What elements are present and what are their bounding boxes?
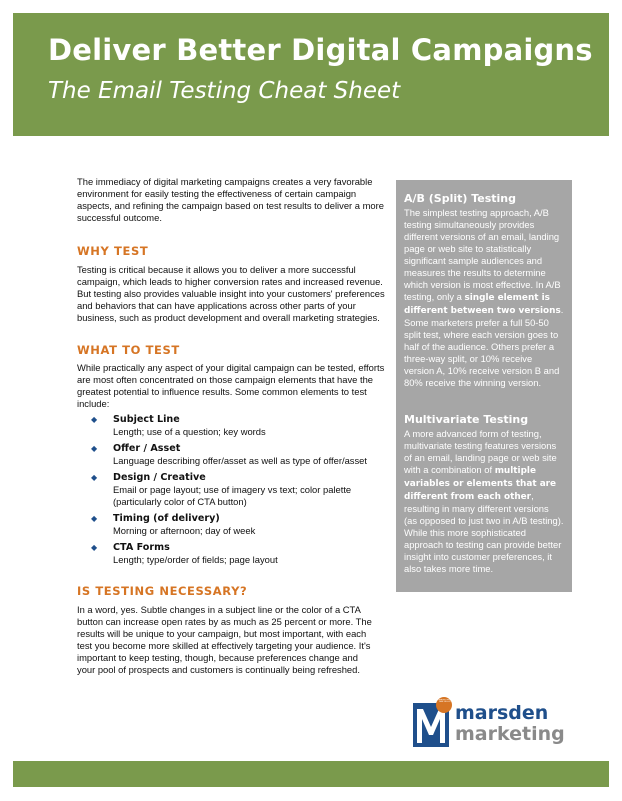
ab-testing-body — [404, 207, 564, 389]
why-test-body: Testing is critical because it allows you to deliver a more successful campaign, which leads to higher conversion rates and increased revenue. But testing also provides valuable insight into your customers' preferences and behaviors that can have applications across other parts of your business, such as product development and overall marketing strategies. — [77, 264, 385, 323]
intro-section — [77, 176, 389, 224]
necessary-heading: IS TESTING NECESSARY? — [77, 584, 248, 598]
list-item — [91, 513, 375, 537]
list-item — [91, 472, 375, 508]
list-item-title: Subject Line — [113, 414, 180, 425]
list-item — [91, 443, 375, 467]
what-to-test-heading: WHAT TO TEST — [77, 343, 180, 357]
why-test-body-block — [77, 264, 389, 324]
list-item — [91, 414, 375, 438]
necessary-section — [77, 584, 389, 598]
what-to-test-body-block — [77, 362, 389, 410]
mv-body-part-1: A more advanced form of testing, multivariate testing features versions of an email, landing page or web site with a combination of — [404, 428, 557, 475]
mv-body-part-2: , resulting in many different versions (as opposed to just two in A/B testing). While this more sophisticated approach to testing can provide better insight into customer preferences, it also takes more time. — [404, 490, 564, 574]
sidebar-panel — [396, 180, 572, 592]
what-to-test-section — [77, 343, 389, 357]
ab-testing-heading: A/B (Split) Testing — [404, 192, 517, 205]
list-item-desc: Email or page layout; use of imagery vs text; color palette (particularly color of CTA button) — [113, 484, 352, 507]
list-item-title: Timing (of delivery) — [113, 513, 220, 524]
list-item — [91, 542, 375, 566]
logo-badge-text: MARKETING THAT SELLS — [438, 699, 451, 704]
why-test-section — [77, 244, 389, 258]
list-item-title: Offer / Asset — [113, 443, 181, 454]
list-item-title: CTA Forms — [113, 542, 170, 553]
bullet-icon: ◆ — [91, 444, 98, 453]
list-item-desc: Length; use of a question; key words — [113, 426, 266, 437]
bullet-icon: ◆ — [91, 473, 98, 482]
list-item-title: Design / Creative — [113, 472, 206, 483]
page-title: Deliver Better Digital Campaigns — [48, 33, 593, 67]
necessary-body: In a word, yes. Subtle changes in a subject line or the color of a CTA button can increase open rates by as much as 25 percent or more. The results will be unique to your campaign, but most important, with each test you become more skilled at effectively targeting your audience. It's important to keep testing, though, because preferences change and your pool of prospects and customers is continually being refreshed. — [77, 604, 372, 675]
header-banner — [13, 13, 609, 136]
footer-bar — [13, 761, 609, 787]
bullet-icon: ◆ — [91, 514, 98, 523]
multivariate-heading: Multivariate Testing — [404, 413, 529, 426]
marsden-marketing-logo — [411, 697, 591, 749]
bullet-icon: ◆ — [91, 415, 98, 424]
what-to-test-body: While practically any aspect of your digital campaign can be tested, efforts are most often concentrated on those campaign elements that have the greatest potential to influence results. Some common elements to test include: — [77, 362, 385, 409]
bullet-icon: ◆ — [91, 543, 98, 552]
mv-body-emphasis: multiple variables or elements that are different from each other — [404, 466, 557, 502]
multivariate-body — [404, 428, 564, 575]
necessary-body-block — [77, 604, 373, 676]
intro-text: The immediacy of digital marketing campaigns creates a very favorable environment for easily testing the effectiveness of certain campaign aspects, and refining the campaign based on test results to deliver a more successful outcome. — [77, 176, 384, 223]
ab-body-emphasis: single element is different between two versions — [404, 293, 561, 316]
logo-line-2: marketing — [455, 723, 565, 745]
list-item-desc: Morning or afternoon; day of week — [113, 525, 256, 536]
logo-line-1: marsden — [455, 702, 549, 724]
page-subtitle: The Email Testing Cheat Sheet — [48, 78, 401, 104]
why-test-heading: WHY TEST — [77, 244, 149, 258]
list-item-desc: Length; type/order of fields; page layout — [113, 554, 278, 565]
ab-body-part-2: . Some marketers prefer a full 50-50 split test, where each version goes to half of the audience. Others prefer a three-way split, or 10% receive version A, 10% receive version B and 80% receive the winning version. — [404, 304, 564, 388]
ab-body-part-1: The simplest testing approach, A/B testing simultaneously provides different versions of an email, landing page or web site to statistically significant sample audiences and measures the results to determine which version is most effective. In A/B testing, only a — [404, 207, 561, 302]
list-item-desc: Language describing offer/asset as well as type of offer/asset — [113, 455, 367, 466]
